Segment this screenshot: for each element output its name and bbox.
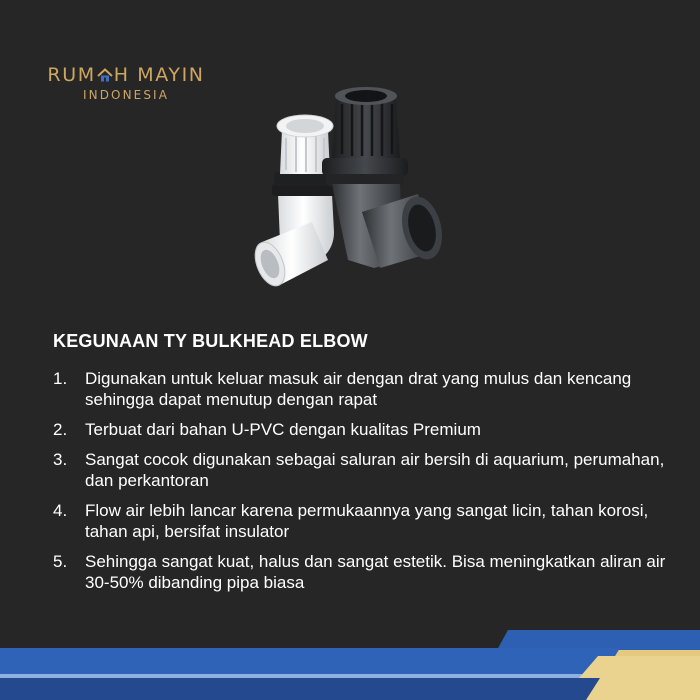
brand-subtitle: INDONESIA [82, 88, 170, 102]
list-item-number: 1. [53, 369, 68, 388]
navy-stripe-bottom [0, 678, 600, 700]
brand-logo [28, 64, 224, 102]
blue-stripe-top [497, 630, 700, 650]
list-item-text: Flow air lebih lancar karena permukaannya yang sangat licin, tahan korosi, tahan api, bersifat insulator [85, 501, 649, 541]
brand-name [28, 64, 224, 86]
list-item [53, 449, 673, 491]
list-item [53, 500, 673, 542]
list-item [53, 419, 673, 440]
light-blue-stripe [0, 674, 604, 678]
section-title: KEGUNAAN TY BULKHEAD ELBOW [53, 331, 368, 351]
list-item-number: 4. [53, 501, 68, 520]
gray-elbow-fitting [322, 87, 448, 268]
blue-stripe-wide [0, 648, 620, 674]
list-item-text: Sehingga sangat kuat, halus dan sangat estetik. Bisa meningkatkan aliran air 30-50% dibanding pipa biasa [85, 552, 666, 592]
list-item [53, 551, 673, 593]
list-item-text: Digunakan untuk keluar masuk air dengan drat yang mulus dan kencang sehingga dapat menutup dengan rapat [85, 369, 632, 409]
list-item-text: Sangat cocok digunakan sebagai saluran air bersih di aquarium, perumahan, dan perkantoran [85, 450, 665, 490]
decorative-stripes [0, 626, 700, 700]
product-image [250, 82, 460, 302]
brand-name-right: H MAYIN [113, 64, 205, 86]
list-item-number: 3. [53, 450, 68, 469]
white-elbow-fitting [250, 115, 336, 290]
brand-name-left: RUM [47, 64, 96, 86]
list-item-text: Terbuat dari bahan U-PVC dengan kualitas Premium [85, 420, 481, 439]
list-item-number: 2. [53, 420, 68, 439]
uses-list [53, 368, 673, 602]
house-roof-icon [97, 68, 113, 82]
list-item [53, 368, 673, 410]
list-item-number: 5. [53, 552, 68, 571]
